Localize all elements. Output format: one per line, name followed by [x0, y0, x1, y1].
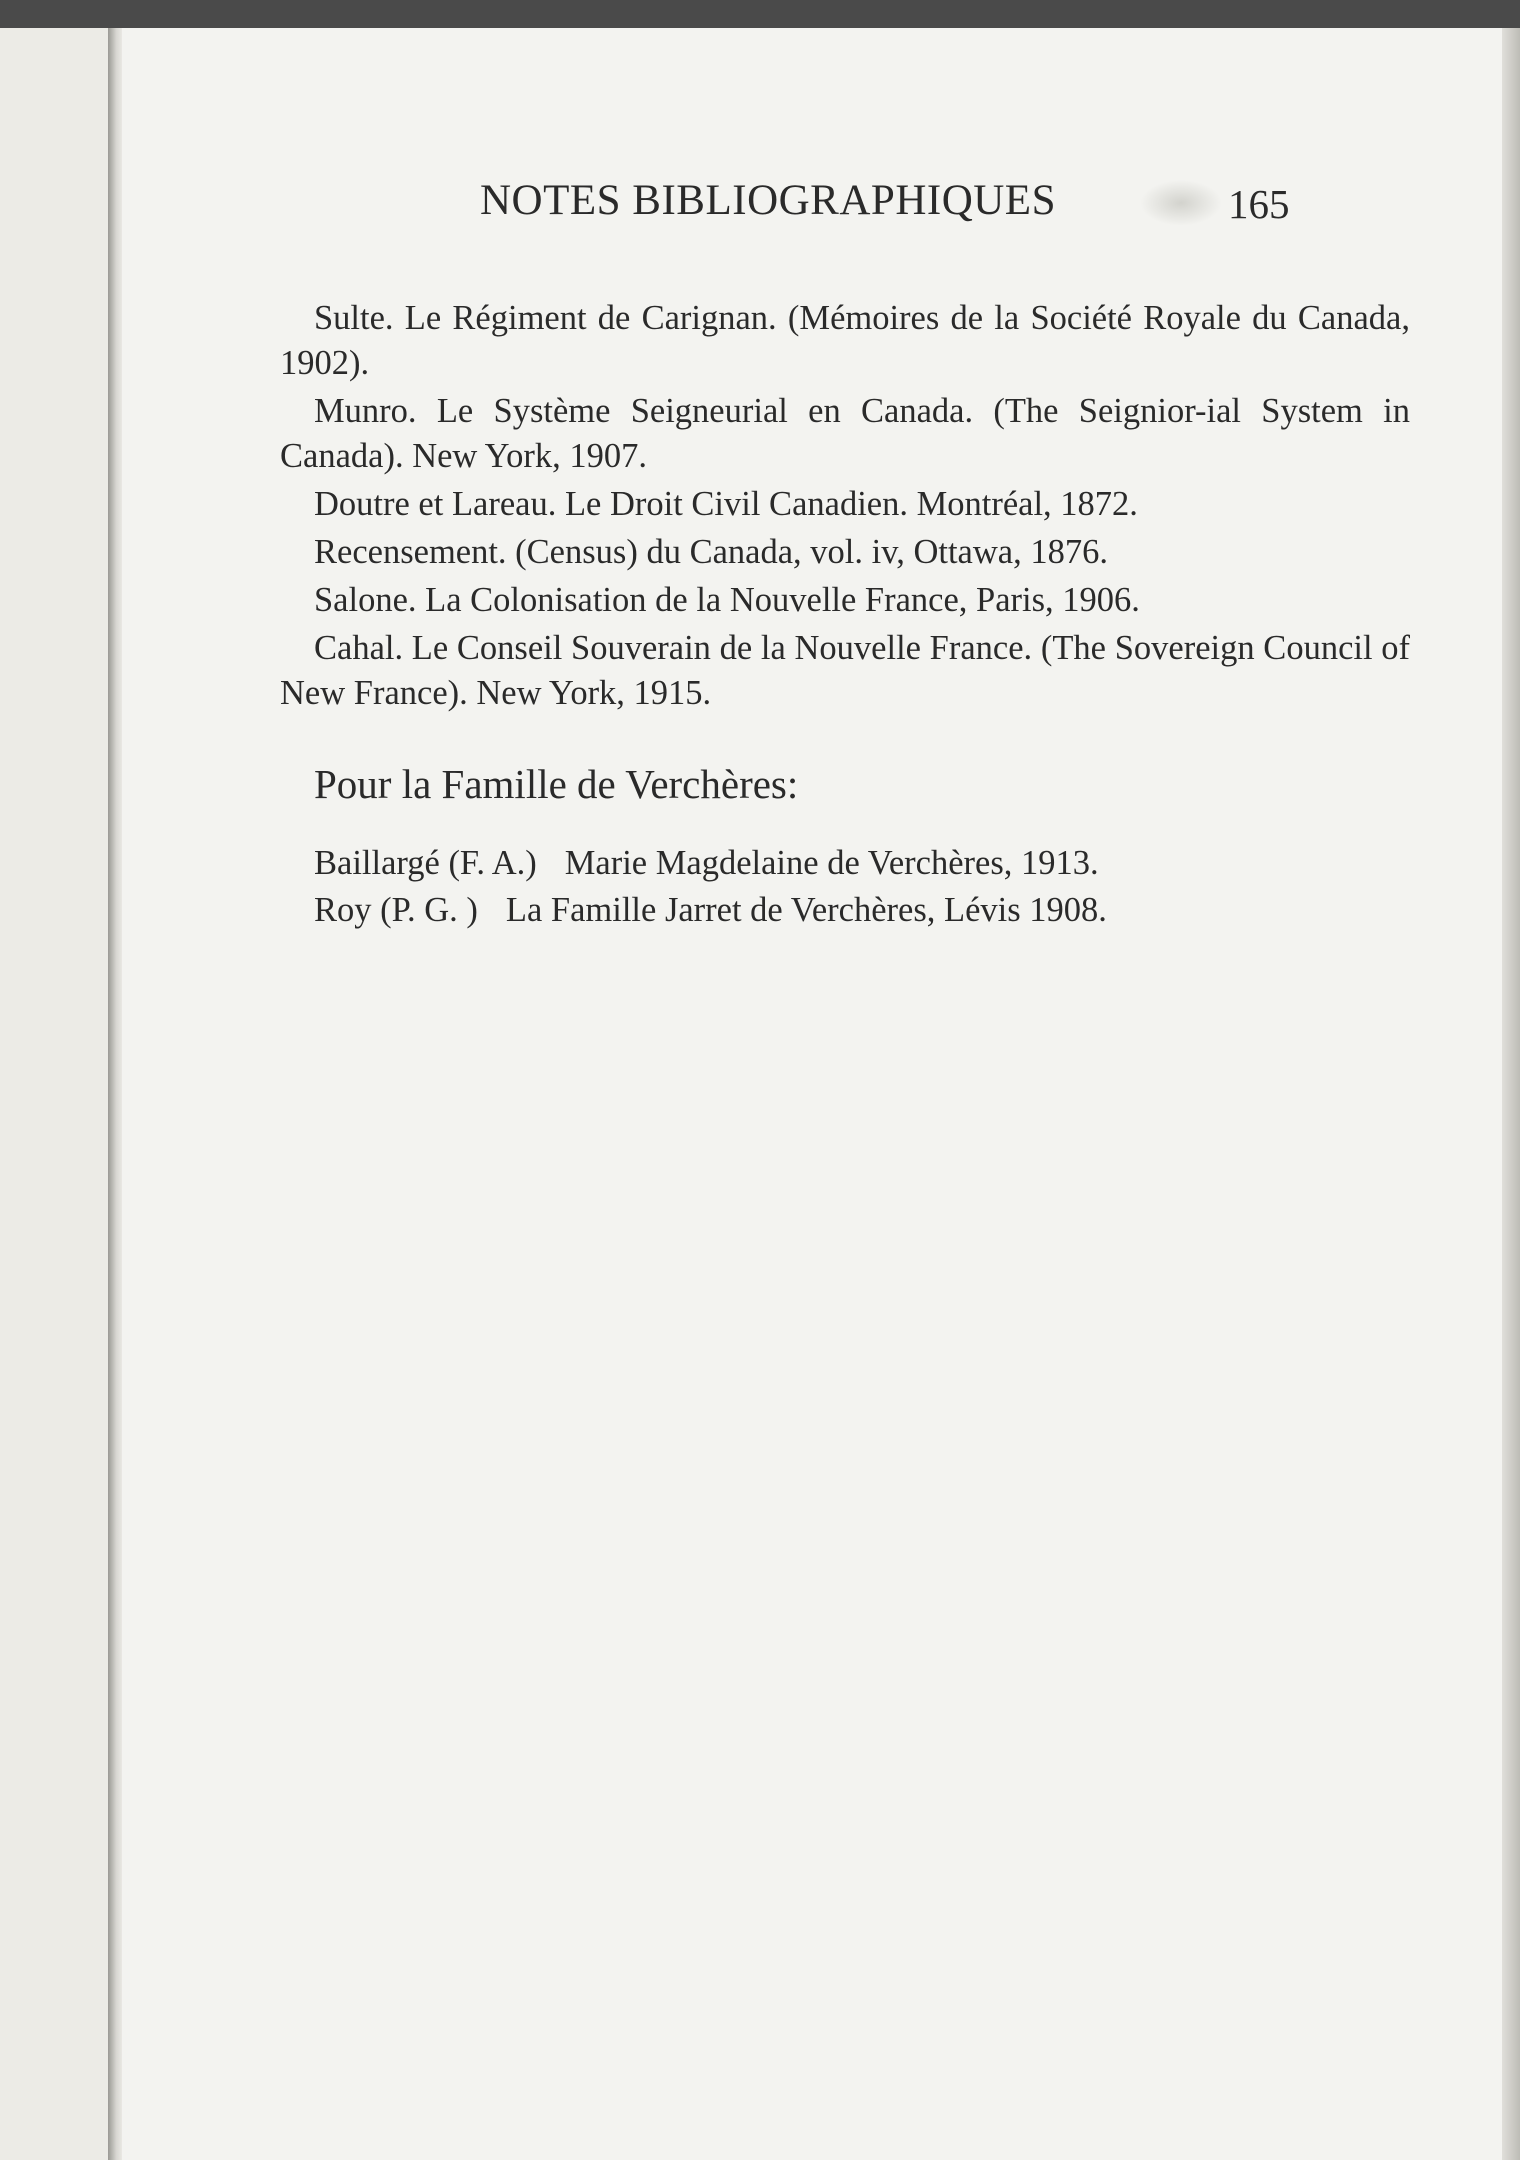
ink-smudge: [1140, 180, 1222, 226]
book-spine: [108, 28, 122, 2160]
family-entry-title: Marie Magdelaine de Verchères, 1913.: [564, 844, 1099, 882]
left-page-edge: [0, 28, 110, 2160]
family-bibliography-list: [314, 840, 1374, 934]
page-number: 165: [1228, 181, 1290, 227]
bibliography-list: [280, 296, 1410, 719]
family-entry-author: Baillargé (F. A.): [314, 844, 537, 882]
bibliography-entry: Doutre et Lareau. Le Droit Civil Canadien. Montréal, 1872.: [314, 485, 1138, 523]
bibliography-entry: Cahal. Le Conseil Souverain de la Nouvelle France. (The Sovereign Council of New France). New York, 1915.: [280, 629, 1410, 712]
running-title: NOTES BIBLIOGRAPHIQUES: [480, 177, 1056, 224]
bibliography-entry: Salone. La Colonisation de la Nouvelle France, Paris, 1906.: [314, 581, 1140, 619]
bibliography-entry: Munro. Le Système Seigneurial en Canada. (The Seignior-ial System in Canada). New York, 1907.: [280, 392, 1410, 475]
family-entry-author: Roy (P. G. ): [314, 891, 478, 929]
bibliography-entry: Sulte. Le Régiment de Carignan. (Mémoires de la Société Royale du Canada, 1902).: [280, 299, 1410, 382]
right-page-edge: [1502, 28, 1520, 2160]
book-page: [122, 28, 1502, 2160]
family-entry: [314, 840, 1374, 887]
family-entry-title: La Famille Jarret de Verchères, Lévis 1908.: [505, 891, 1107, 929]
bibliography-entry: Recensement. (Census) du Canada, vol. iv, Ottawa, 1876.: [314, 533, 1108, 571]
section-heading: Pour la Famille de Verchères:: [314, 761, 799, 807]
family-entry: [314, 887, 1374, 934]
